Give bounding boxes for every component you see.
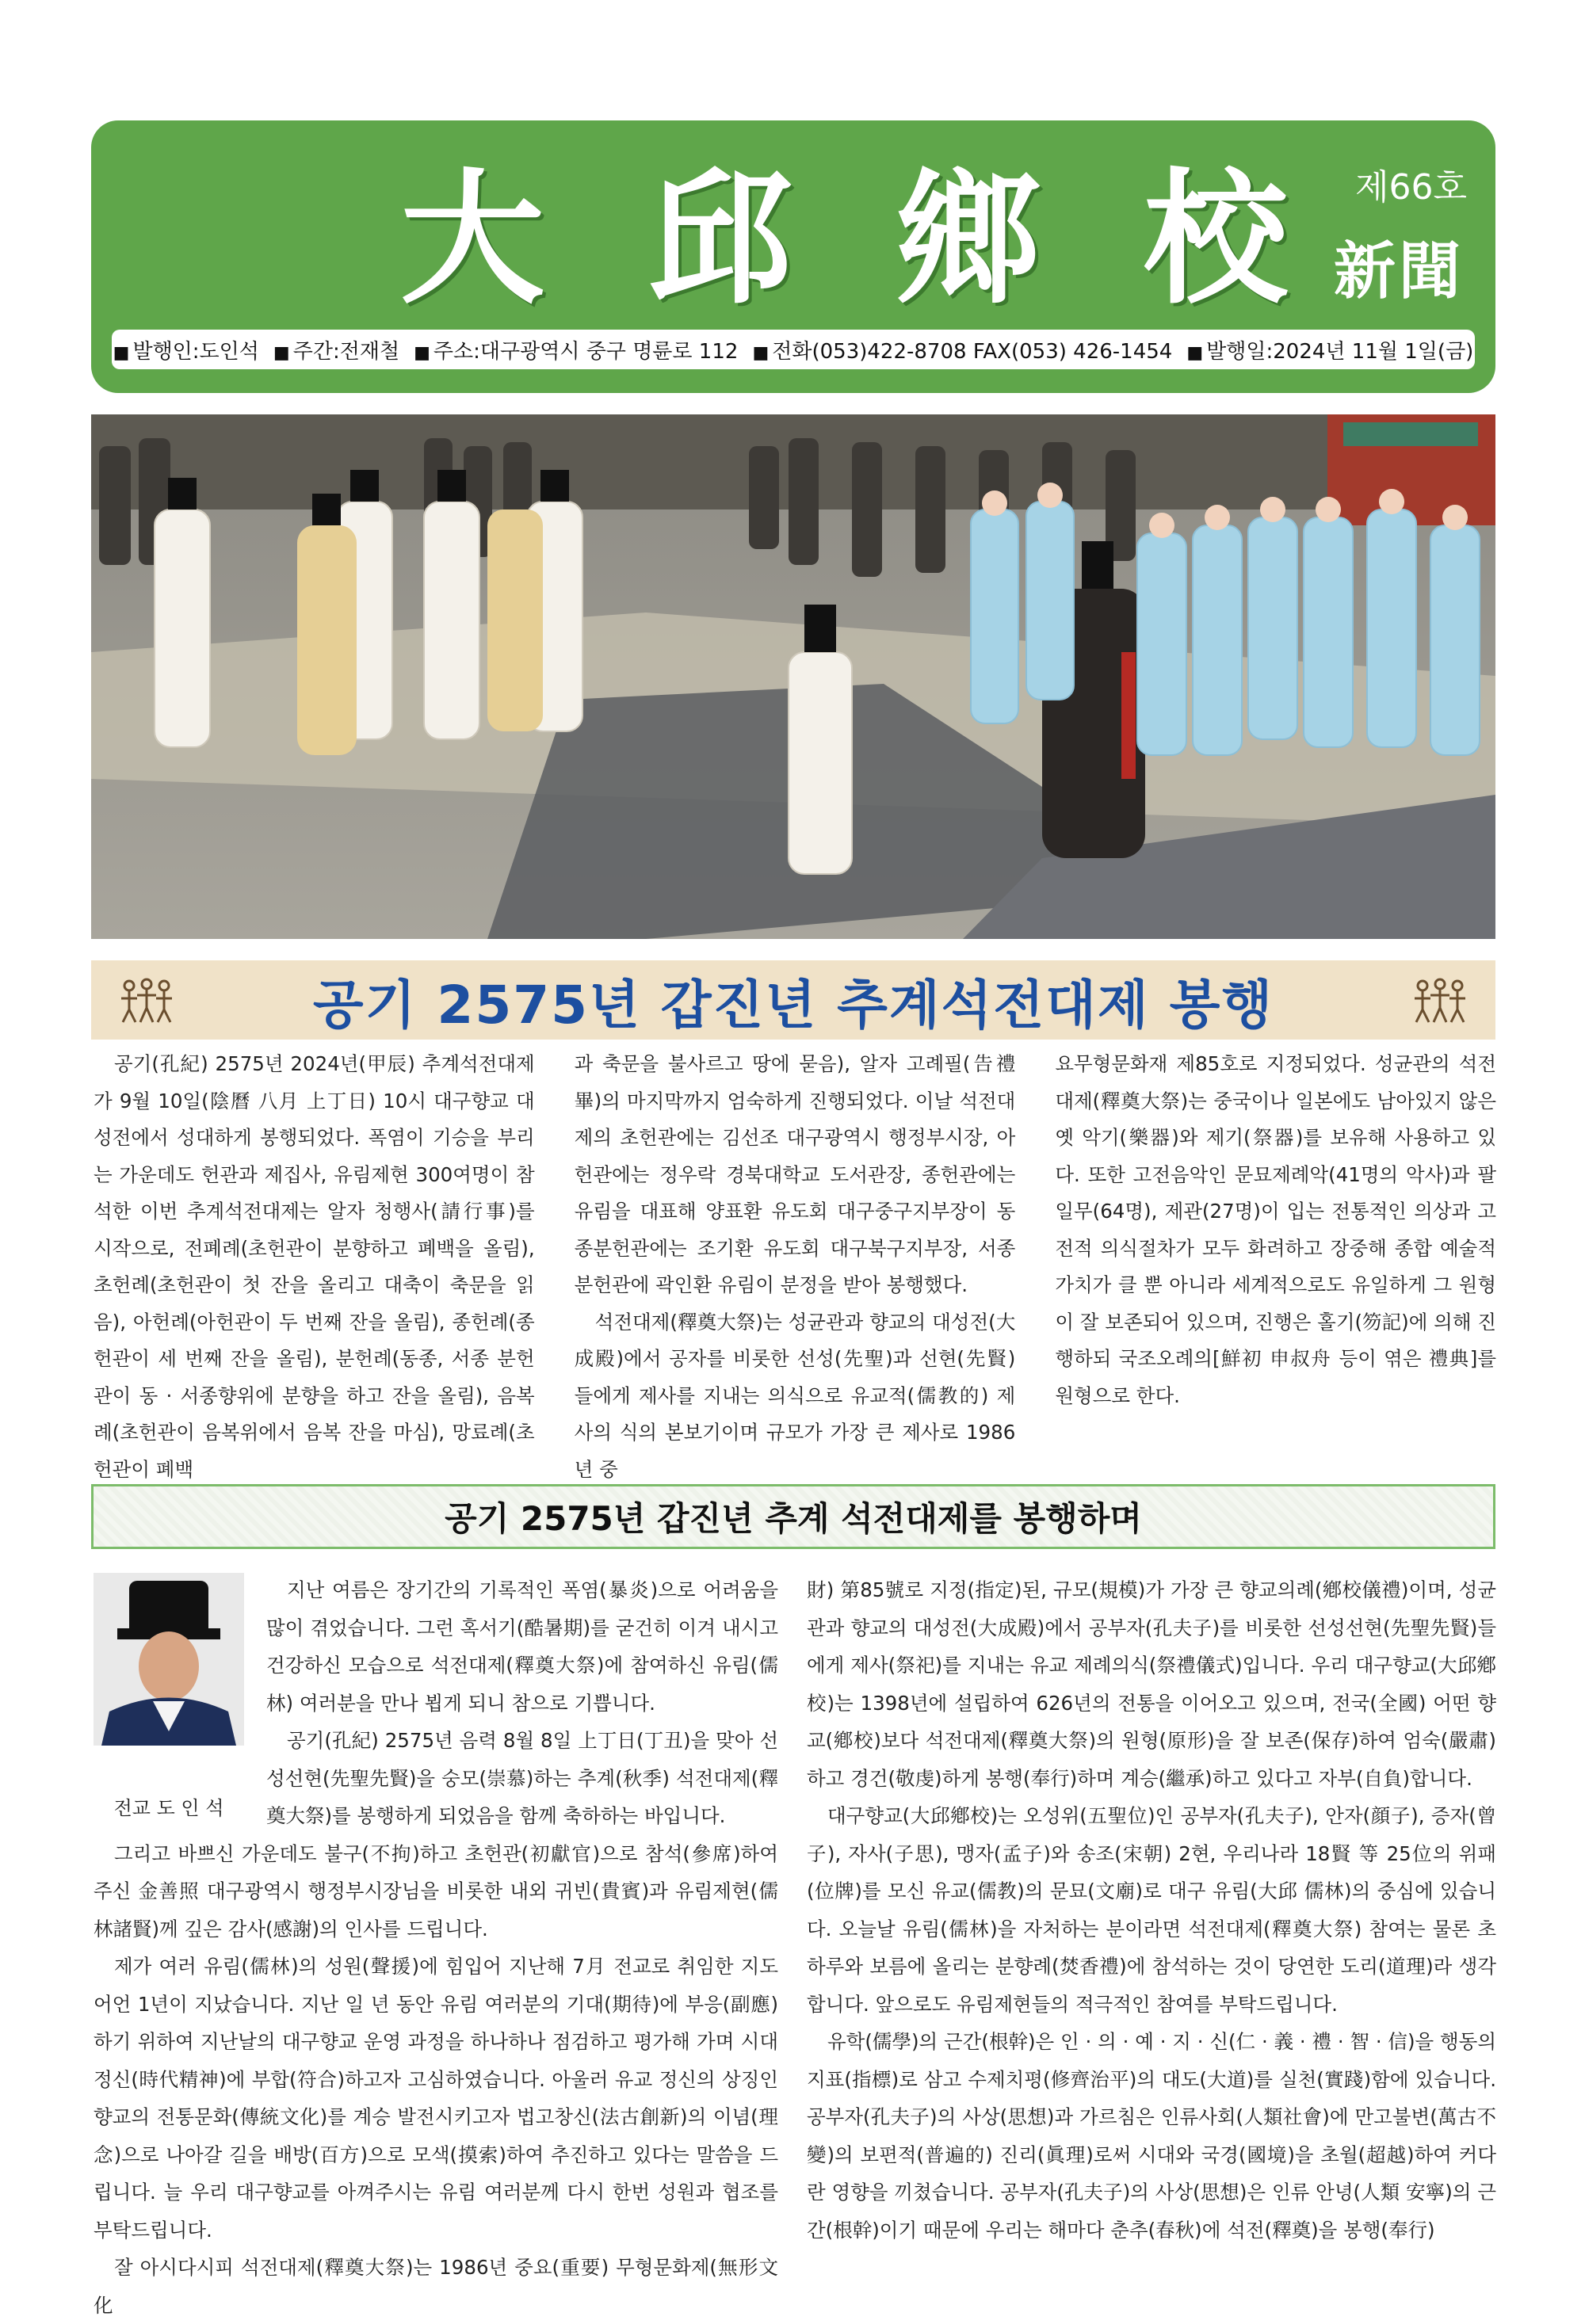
main-headline: 공기 2575년 갑진년 추계석전대제 봉행 (312, 974, 1274, 1036)
newspaper-subtitle: 新聞 (1333, 235, 1464, 307)
secondary-headline-box (91, 1484, 1495, 1549)
newspaper-title (400, 136, 1288, 323)
article1-paragraph: 공기(孔紀) 2575년 2024년(甲辰) 추계석전대제가 9월 10일(陰曆 八月 上丁日) 10시 대구향교 대성전에서 성대하게 봉행되었다. 폭염이 기승을 부리는 가운데도 헌관과 제집사, 유림제현 300여명이 참석한 이번 추계석전대제는 알자 청행사(請行事)를 시작으로, 전폐례(초헌관이 분향하고 폐백을 올림), 초헌례(초헌관이 첫 잔을 올리고 대축이 축문을 읽음), 아헌례(아헌관이 두 번째 잔을 올림), 종헌례(종헌관이 세 번째 잔을 올림), 분헌례(동종, 서종 분헌관이 동 · 서종향위에 분향을 하고 잔을 올림), 음복례(초헌관이 음복위에서 음복 잔을 마심), 망료례(초헌관이 폐백 (94, 1052, 535, 1481)
masthead (91, 120, 1495, 393)
dancers-ornament-icon (1408, 975, 1472, 1025)
article1-column-1 (94, 1046, 535, 1488)
secondary-headline: 공기 2575년 갑진년 추계 석전대제를 봉행하며 (445, 1499, 1142, 1538)
portrait-space (94, 1571, 266, 1817)
article2-paragraph: 財) 第85號로 지정(指定)된, 규모(規模)가 가장 큰 향교의례(鄕校儀禮)이며, 성균관과 향교의 대성전(大成殿)에서 공부자(孔夫子)를 비롯한 선성선현(先聖先賢)들에게 제사(祭祀)를 지내는 유교 제례의식(祭禮儀式)입니다. 우리 대구향교(大邱鄕校)는 1398년에 설립하여 626년의 전통을 이어오고 있으며, 전국(全國) 어떤 향교(鄕校)보다 석전대제(釋奠大祭)의 원형(原形)을 잘 보존(保存)하여 엄숙(嚴肅)하고 경건(敬虔)하게 봉행(奉行)하며 계승(繼承)하고 있다고 자부(自負)합니다. (807, 1578, 1496, 1790)
article2-right-column (807, 1571, 1496, 2249)
article2-paragraph: 공기(孔紀) 2575년 음력 8월 8일 上丁日(丁丑)을 맞아 선성선현(先聖先賢)을 숭모(崇慕)하는 추계(秋季) 석전대제(釋奠大祭)를 봉행하게 되었음을 함께 축하하는 바입니다. (266, 1729, 778, 1827)
info-editor: ■ 주간:전재철 (273, 335, 399, 364)
article2-paragraph: 잘 아시다시피 석전대제(釋奠大祭)는 1986년 중요(重要) 무형문화제(無形文化 (94, 2256, 778, 2317)
title-char-1: 大 (400, 153, 544, 323)
portrait-caption: 전교 도 인 석 (113, 1797, 224, 1819)
ceremony-photo-illustration (91, 414, 1495, 939)
ceremony-photo (91, 414, 1495, 939)
article1-column-2 (575, 1046, 1016, 1488)
dancers-ornament-icon (115, 975, 178, 1025)
main-headline-band (91, 960, 1495, 1040)
publication-info-bar (112, 330, 1475, 369)
info-address: ■ 주소:대구광역시 중구 명륜로 112 (414, 335, 738, 364)
info-phone: ■ 전화(053)422-8708 FAX(053) 426-1454 (752, 335, 1172, 364)
article2-paragraph: 제가 여러 유림(儒林)의 성원(聲援)에 힘입어 지난해 7月 전교로 취임한 지도 어언 1년이 지났습니다. 지난 일 년 동안 유림 여러분의 기대(期待)에 부응(副應)하기 위하여 지난날의 대구향교 운영 과정을 하나하나 점검하고 평가해 가며 시대정신(時代精神)에 부합(符合)하고자 고심하였습니다. 아울러 유교 정신의 상징인 향교의 전통문화(傳統文化)를 계승 발전시키고자 법고창신(法古創新)의 이념(理念)으로 나아갈 길을 배방(百方)으로 모색(摸索)하여 추진하고 있다는 말씀을 드립니다. 늘 우리 대구향교를 아껴주시는 유림 여러분께 다시 한번 성원과 협조를 부탁드립니다. (94, 1955, 778, 2242)
issue-number: 제66호 (1355, 167, 1467, 208)
article1-body (94, 1046, 1496, 1481)
title-char-3: 鄉 (896, 153, 1041, 323)
article2-left-column (94, 1571, 778, 2324)
info-date: ■ 발행일:2024년 11월 1일(금) (1186, 335, 1473, 364)
article1-paragraph: 과 축문을 불사르고 땅에 묻음), 알자 고례필(告禮畢)의 마지막까지 엄숙하게 진행되었다. 이날 석전대제의 초헌관에는 김선조 대구광역시 행정부시장, 아헌관에는 정우락 경북대학교 도서관장, 종헌관에는 유림을 대표해 양표환 유도회 대구중구지부장이 동종분헌관에는 조기환 유도회 대구북구지부장, 서종분헌관에 곽인환 유림이 분정을 받아 봉행했다. (574, 1052, 1016, 1296)
article1-column-3 (1055, 1046, 1496, 1488)
title-char-2: 邱 (647, 153, 792, 323)
article1-paragraph: 요무형문화재 제85호로 지정되었다. 성균관의 석전대제(釋奠大祭)는 중국이나 일본에도 남아있지 않은 옛 악기(樂器)와 제기(祭器)를 보유해 사용하고 있다. 또한 고전음악인 문묘제례악(41명의 악사)과 팔일무(64명), 제관(27명)이 입는 전통적인 의상과 고전적 의식절차가 모두 화려하고 장중해 종합 예술적 가치가 클 뿐 아니라 세계적으로도 유일하게 그 원형이 잘 보존되어 있으며, 진행은 홀기(笏記)에 의해 진행하되 국조오례의[鮮初 申叔舟 등이 엮은 禮典]를 원형으로 한다. (1055, 1052, 1496, 1407)
article2-paragraph: 유학(儒學)의 근간(根幹)은 인 · 의 · 예 · 지 · 신(仁 · 義 · 禮 · 智 · 信)을 행동의 지표(指標)로 삼고 수제치평(修齊治平)의 대도(大道)를 실천(實踐)함에 있습니다. 공부자(孔夫子)의 사상(思想)과 가르침은 인류사회(人類社會)에 만고불변(萬古不變)의 보편적(普遍的) 진리(眞理)로써 시대와 국경(國境)을 초월(超越)하여 커다란 영향을 끼쳤습니다. 공부자(孔夫子)의 사상(思想)은 인류 안녕(人類 安寧)의 근간(根幹)이기 때문에 우리는 해마다 춘추(春秋)에 석전(釋奠)을 봉행(奉行) (807, 2030, 1496, 2242)
title-char-4: 校 (1143, 153, 1288, 323)
article2-paragraph: 그리고 바쁘신 가운데도 불구(不拘)하고 초헌관(初獻官)으로 참석(參席)하여 주신 金善照 대구광역시 행정부시장님을 비롯한 내외 귀빈(貴賓)과 유림제현(儒林諸賢)께 깊은 감사(感謝)의 인사를 드립니다. (94, 1841, 778, 1940)
article2-paragraph: 지난 여름은 장기간의 기록적인 폭염(暴炎)으로 어려움을 많이 겪었습니다. 그런 혹서기(酷暑期)를 굳건히 이겨 내시고 건강하신 모습으로 석전대제(釋奠大祭)에 참여하신 유림(儒林) 여러분을 만나 뵙게 되니 참으로 기쁩니다. (266, 1578, 778, 1715)
article1-paragraph: 석전대제(釋奠大祭)는 성균관과 향교의 대성전(大成殿)에서 공자를 비롯한 선성(先聖)과 선현(先賢)들에게 제사를 지내는 의식으로 유교적(儒教的) 제사의 식의 본보기이며 규모가 가장 큰 제사로 1986년 중 (574, 1310, 1016, 1481)
info-publisher: ■ 발행인:도인석 (113, 335, 259, 364)
article2-paragraph: 대구향교(大邱鄕校)는 오성위(五聖位)인 공부자(孔夫子), 안자(顔子), 증자(曾子), 자사(子思), 맹자(孟子)와 송조(宋朝) 2현, 우리나라 18賢 等 25位의 위패(位牌)를 모신 유교(儒教)의 문묘(文廟)로 대구 유림(大邱 儒林)의 중심에 있습니다. 오늘날 유림(儒林)을 자처하는 분이라면 석전대제(釋奠大祭) 참여는 물론 초하루와 보름에 올리는 분향례(焚香禮)에 참석하는 것이 당연한 도리(道理)라 생각합니다. 앞으로도 유림제현들의 적극적인 참여를 부탁드립니다. (807, 1804, 1496, 2016)
